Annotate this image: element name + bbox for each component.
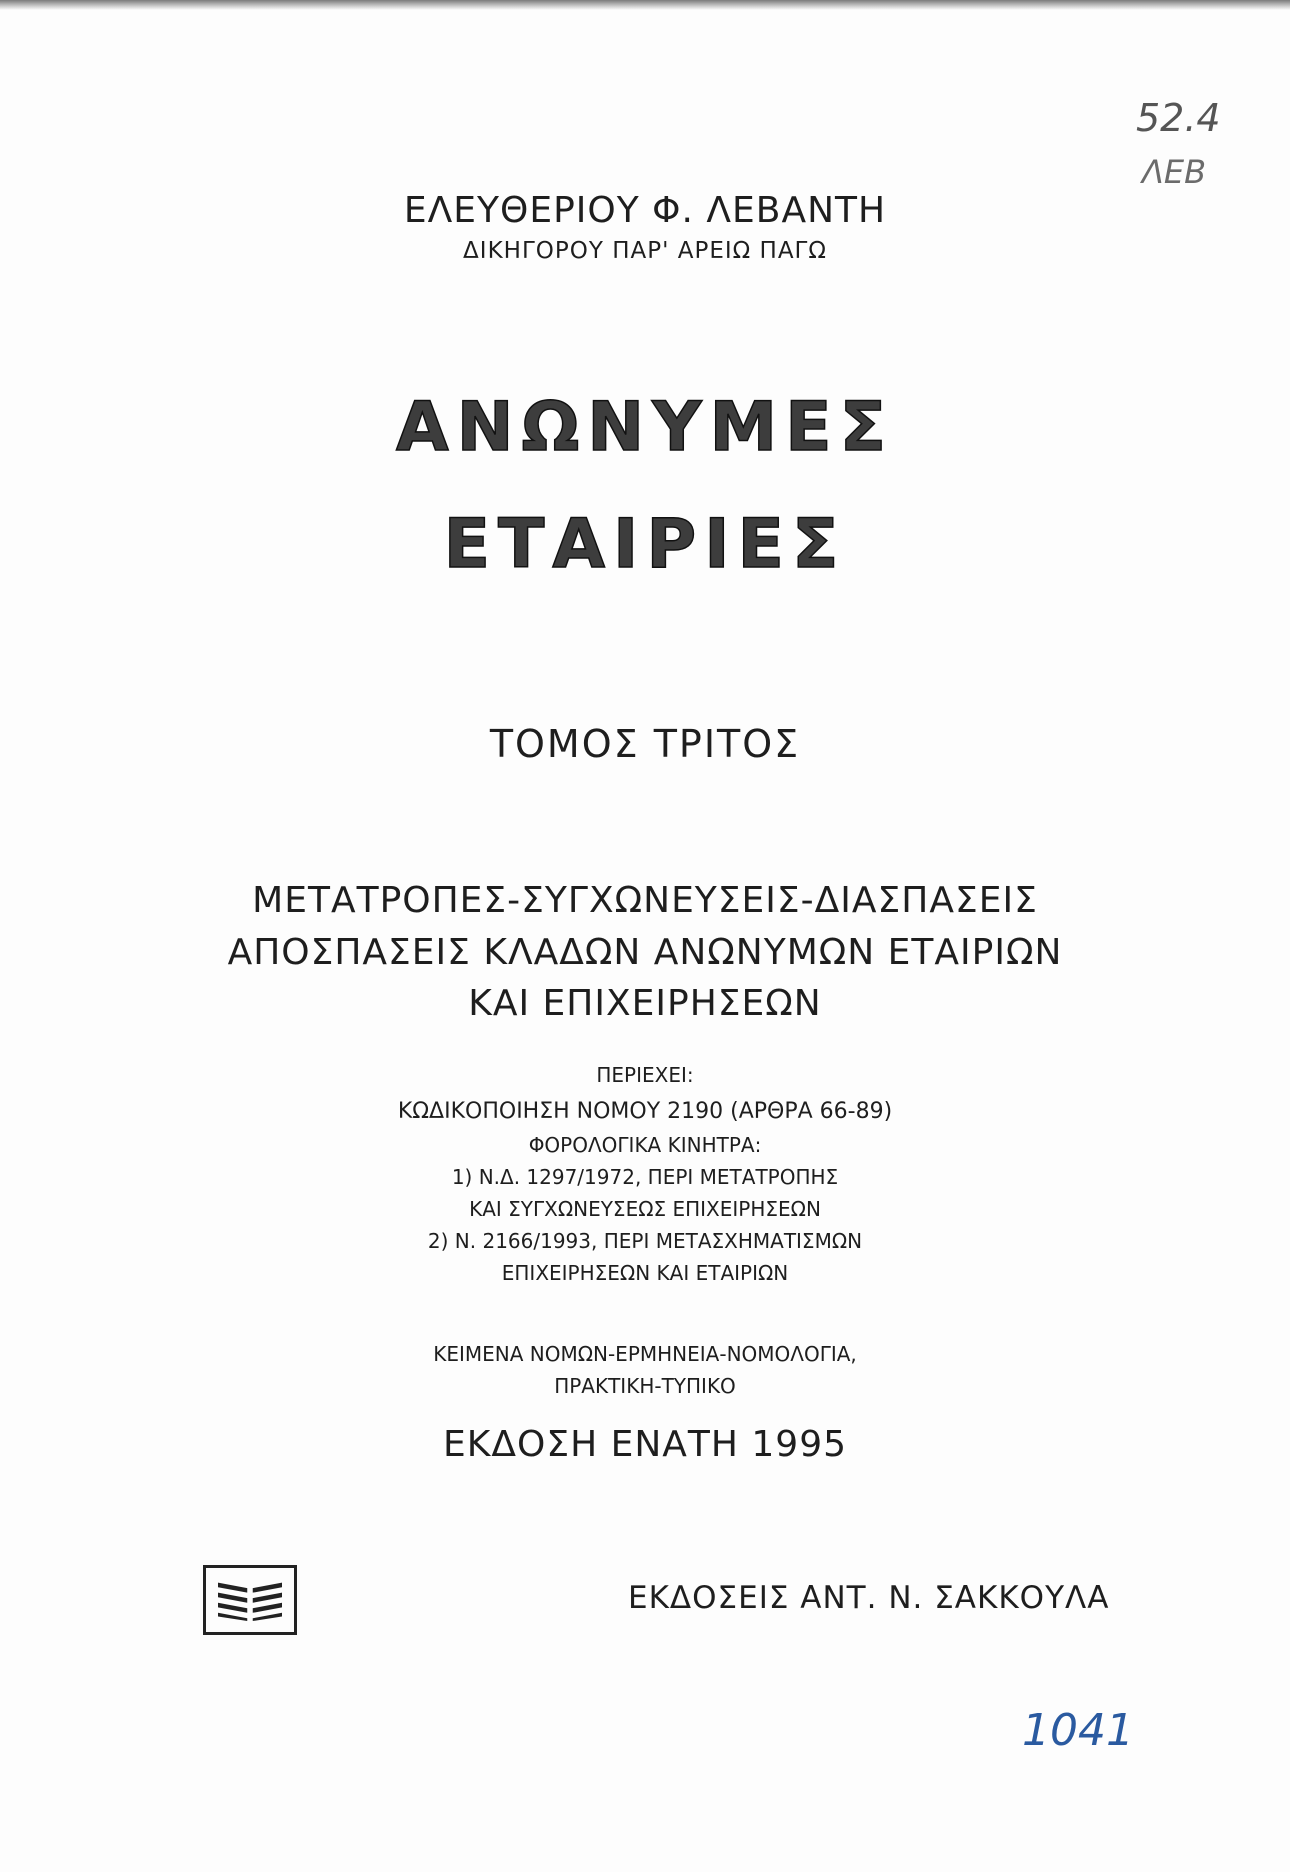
publisher-name: ΕΚΔΟΣΕΙΣ ΑΝΤ. Ν. ΣΑΚΚΟΥΛΑ	[628, 1580, 1110, 1616]
volume-label: ΤΟΜΟΣ ΤΡΙΤΟΣ	[489, 722, 801, 766]
handwritten-shelf-code: ΛΕΒ	[1142, 153, 1207, 191]
edition-label: ΕΚΔΟΣΗ ΕΝΑΤΗ 1995	[443, 1424, 847, 1465]
contents-line: 1) Ν.Δ. 1297/1972, ΠΕΡΙ ΜΕΤΑΤΡΟΠΗΣ	[451, 1165, 839, 1189]
contents-line: 2) Ν. 2166/1993, ΠΕΡΙ ΜΕΤΑΣΧΗΜΑΤΙΣΜΩΝ	[427, 1229, 863, 1253]
contents-line: ΕΠΙΧΕΙΡΗΣΕΩΝ ΚΑΙ ΕΤΑΙΡΙΩΝ	[501, 1261, 789, 1285]
subject-line-1: ΜΕΤΑΤΡΟΠΕΣ-ΣΥΓΧΩΝΕΥΣΕΙΣ-ΔΙΑΣΠΑΣΕΙΣ	[252, 880, 1038, 921]
contents-line: ΚΩΔΙΚΟΠΟΙΗΣΗ ΝΟΜΟΥ 2190 (ΑΡΘΡΑ 66-89)	[397, 1099, 893, 1124]
contents-line: ΚΑΙ ΣΥΓΧΩΝΕΥΣΕΩΣ ΕΠΙΧΕΙΡΗΣΕΩΝ	[469, 1197, 821, 1221]
extra-contents-line-1: ΚΕΙΜΕΝΑ ΝΟΜΩΝ-ΕΡΜΗΝΕΙΑ-ΝΟΜΟΛΟΓΙΑ,	[433, 1342, 857, 1366]
book-title-line-1: ΑΝΩΝΥΜΕΣ	[395, 388, 895, 467]
author-name: ΕΛΕΥΘΕΡΙΟΥ Φ. ΛΕΒΑΝΤΗ	[403, 190, 887, 231]
stacked-books-logo-icon	[203, 1565, 297, 1635]
extra-contents-line-2: ΠΡΑΚΤΙΚΗ-ΤΥΠΙΚΟ	[554, 1374, 736, 1398]
author-role: ΔΙΚΗΓΟΡΟΥ ΠΑΡ' ΑΡΕΙΩ ΠΑΓΩ	[463, 238, 827, 264]
handwritten-shelf-number: 52.4	[1136, 96, 1221, 140]
book-title-line-2: ΕΤΑΙΡΙΕΣ	[443, 505, 847, 584]
contents-heading: ΠΕΡΙΕΧΕΙ:	[596, 1063, 694, 1087]
stacked-books-logo-graphic	[206, 1568, 294, 1632]
contents-line: ΦΟΡΟΛΟΓΙΚΑ ΚΙΝΗΤΡΑ:	[528, 1133, 762, 1157]
subject-line-2: ΑΠΟΣΠΑΣΕΙΣ ΚΛΑΔΩΝ ΑΝΩΝΥΜΩΝ ΕΤΑΙΡΙΩΝ	[227, 932, 1063, 973]
subject-line-3: ΚΑΙ ΕΠΙΧΕΙΡΗΣΕΩΝ	[468, 983, 822, 1024]
handwritten-inventory-number: 1041	[1022, 1705, 1134, 1756]
scan-top-edge	[0, 0, 1290, 10]
